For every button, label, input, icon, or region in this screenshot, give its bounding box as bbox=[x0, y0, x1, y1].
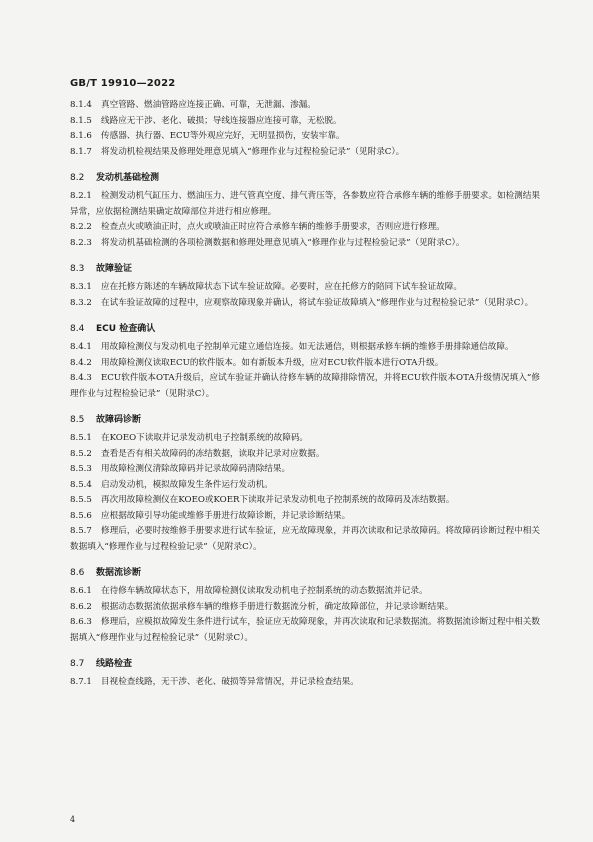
section-number: 8.3 bbox=[70, 264, 85, 274]
clause-number: 8.5.7 bbox=[70, 526, 92, 536]
clause-paragraph bbox=[70, 356, 540, 372]
clause-number: 8.4.1 bbox=[70, 342, 92, 352]
clause-paragraph bbox=[70, 478, 540, 494]
section-title: 线路检查 bbox=[96, 659, 133, 669]
clause-paragraph bbox=[70, 524, 540, 555]
clause-text: 真空管路、燃油管路应连接正确、可靠，无泄漏、渗漏。 bbox=[101, 100, 316, 110]
document-body bbox=[70, 98, 540, 691]
clause-number: 8.5.1 bbox=[70, 433, 92, 443]
clause-paragraph bbox=[70, 509, 540, 525]
clause-text: 修理后，应模拟故障发生条件进行试车，验证应无故障现象，并再次读取和记录数据流。将数据流诊断过程中相关数据填入“修理作业与过程检验记录”（见附录C）。 bbox=[70, 617, 540, 643]
clause-paragraph bbox=[70, 462, 540, 478]
clause-text: 将发动机检视结果及修理处理意见填入“修理作业与过程检验记录”（见附录C）。 bbox=[101, 146, 405, 157]
section-title: 故障验证 bbox=[96, 264, 133, 274]
clause-paragraph bbox=[70, 236, 540, 252]
section-title: 发动机基础检测 bbox=[96, 173, 160, 183]
clause-number: 8.2.2 bbox=[70, 222, 92, 232]
clause-paragraph bbox=[70, 675, 540, 691]
clause-text: 修理后，必要时按维修手册要求进行试车验证，应无故障现象，并再次读取和记录故障码。将故障码诊断过程中相关数据填入“修理作业与过程检验记录”（见附录C）。 bbox=[70, 526, 540, 552]
section-number: 8.5 bbox=[70, 415, 85, 425]
clause-paragraph bbox=[70, 600, 540, 616]
clause-paragraph bbox=[70, 371, 540, 402]
clause-paragraph bbox=[70, 584, 540, 600]
clause-paragraph bbox=[70, 189, 540, 220]
section-number: 8.7 bbox=[70, 659, 85, 669]
clause-number: 8.6.3 bbox=[70, 617, 92, 627]
clause-text: 查看是否有相关故障码的冻结数据，读取并记录对应数据。 bbox=[101, 448, 325, 459]
clause-number: 8.7.1 bbox=[70, 677, 92, 687]
clause-paragraph bbox=[70, 129, 540, 145]
clause-number: 8.3.2 bbox=[70, 297, 92, 308]
section-title: 故障码诊断 bbox=[96, 415, 142, 425]
clause-number: 8.4.2 bbox=[70, 357, 92, 368]
clause-text: ECU软件版本OTA升级后，应试车验证并确认待修车辆的故障排除情况，并将ECU软件版本OTA升级情况填入“修理作业与过程检验记录”（见附录C）。 bbox=[70, 373, 540, 399]
clause-number: 8.1.7 bbox=[70, 146, 92, 157]
clause-paragraph bbox=[70, 447, 540, 463]
standard-number-header: GB/T 19910—2022 bbox=[70, 78, 176, 89]
clause-text: 应在托修方陈述的车辆故障状态下试车验证故障。必要时，应在托修方的陪同下试车验证故障。 bbox=[101, 282, 462, 292]
clause-text: 用故障检测仪清除故障码并记录故障码清除结果。 bbox=[101, 464, 291, 474]
section-heading bbox=[70, 412, 540, 425]
clause-text: 再次用故障检测仪在KOEO或KOER下读取并记录发动机电子控制系统的故障码及冻结数据。 bbox=[101, 495, 455, 505]
clause-paragraph bbox=[70, 493, 540, 509]
clause-paragraph bbox=[70, 145, 540, 161]
clause-text: 线路应无干涉、老化、破损；导线连接器应连接可靠，无松脱。 bbox=[101, 115, 342, 126]
clause-number: 8.1.4 bbox=[70, 100, 92, 110]
clause-paragraph bbox=[70, 114, 540, 130]
section-heading bbox=[70, 656, 540, 669]
clause-text: 传感器、执行器、ECU等外观应完好，无明显损伤，安装牢靠。 bbox=[101, 131, 345, 141]
clause-paragraph bbox=[70, 98, 540, 114]
section-number: 8.2 bbox=[70, 173, 85, 183]
clause-text: 检查点火或喷油正时，点火或喷油正时应符合承修车辆的维修手册要求，否则应进行修理。 bbox=[101, 222, 445, 232]
section-number: 8.6 bbox=[70, 568, 85, 578]
clause-number: 8.5.2 bbox=[70, 448, 92, 459]
clause-paragraph bbox=[70, 340, 540, 356]
clause-text: 在待修车辆故障状态下，用故障检测仪读取发动机电子控制系统的动态数据流并记录。 bbox=[101, 586, 428, 596]
clause-text: 用故障检测仪与发动机电子控制单元建立通信连接。如无法通信，则根据承修车辆的维修手册排除通信故障。 bbox=[101, 342, 514, 352]
section-heading bbox=[70, 261, 540, 274]
clause-number: 8.5.4 bbox=[70, 479, 92, 490]
clause-paragraph bbox=[70, 431, 540, 447]
clause-number: 8.6.1 bbox=[70, 586, 92, 596]
page-number: 4 bbox=[70, 815, 76, 824]
clause-paragraph bbox=[70, 280, 540, 296]
clause-paragraph bbox=[70, 615, 540, 646]
clause-text: 将发动机基础检测的各项检测数据和修理处理意见填入“修理作业与过程检验记录”（见附录C）。 bbox=[101, 237, 465, 248]
section-heading bbox=[70, 565, 540, 578]
clause-text: 在试车验证故障的过程中，应观察故障现象并确认，将试车验证故障填入“修理作业与过程检验记录”（见附录C）。 bbox=[101, 297, 534, 308]
clause-text: 应根据故障引导功能或维修手册进行故障诊断，并记录诊断结果。 bbox=[101, 510, 351, 521]
clause-number: 8.5.5 bbox=[70, 495, 92, 505]
clause-number: 8.2.1 bbox=[70, 191, 92, 201]
section-number: 8.4 bbox=[70, 324, 85, 334]
clause-paragraph bbox=[70, 220, 540, 236]
section-title: 数据流诊断 bbox=[96, 568, 142, 578]
clause-text: 目视检查线路，无干涉、老化、破损等异常情况，并记录检查结果。 bbox=[101, 677, 359, 687]
clause-paragraph bbox=[70, 296, 540, 312]
section-title: ECU 检查确认 bbox=[96, 324, 156, 334]
clause-number: 8.1.6 bbox=[70, 131, 92, 141]
clause-text: 在KOEO下读取并记录发动机电子控制系统的故障码。 bbox=[101, 433, 309, 443]
clause-number: 8.2.3 bbox=[70, 237, 92, 248]
clause-number: 8.3.1 bbox=[70, 282, 92, 292]
clause-number: 8.1.5 bbox=[70, 115, 92, 126]
clause-number: 8.5.3 bbox=[70, 464, 92, 474]
clause-text: 启动发动机，模拟故障发生条件运行发动机。 bbox=[101, 479, 273, 490]
clause-number: 8.5.6 bbox=[70, 510, 92, 521]
clause-text: 根据动态数据流依据承修车辆的维修手册进行数据流分析，确定故障部位，并记录诊断结果。 bbox=[101, 601, 454, 612]
clause-number: 8.4.3 bbox=[70, 373, 92, 383]
section-heading bbox=[70, 321, 540, 334]
clause-number: 8.6.2 bbox=[70, 601, 92, 612]
clause-text: 检测发动机气缸压力、燃油压力、进气管真空度、排气背压等，各参数应符合承修车辆的维修手册要求。如检测结果异常，应依据检测结果确定故障部位并进行相应修理。 bbox=[70, 191, 540, 217]
clause-text: 用故障检测仪读取ECU的软件版本。如有新版本升级，应对ECU软件版本进行OTA升级。 bbox=[101, 357, 444, 368]
section-heading bbox=[70, 170, 540, 183]
